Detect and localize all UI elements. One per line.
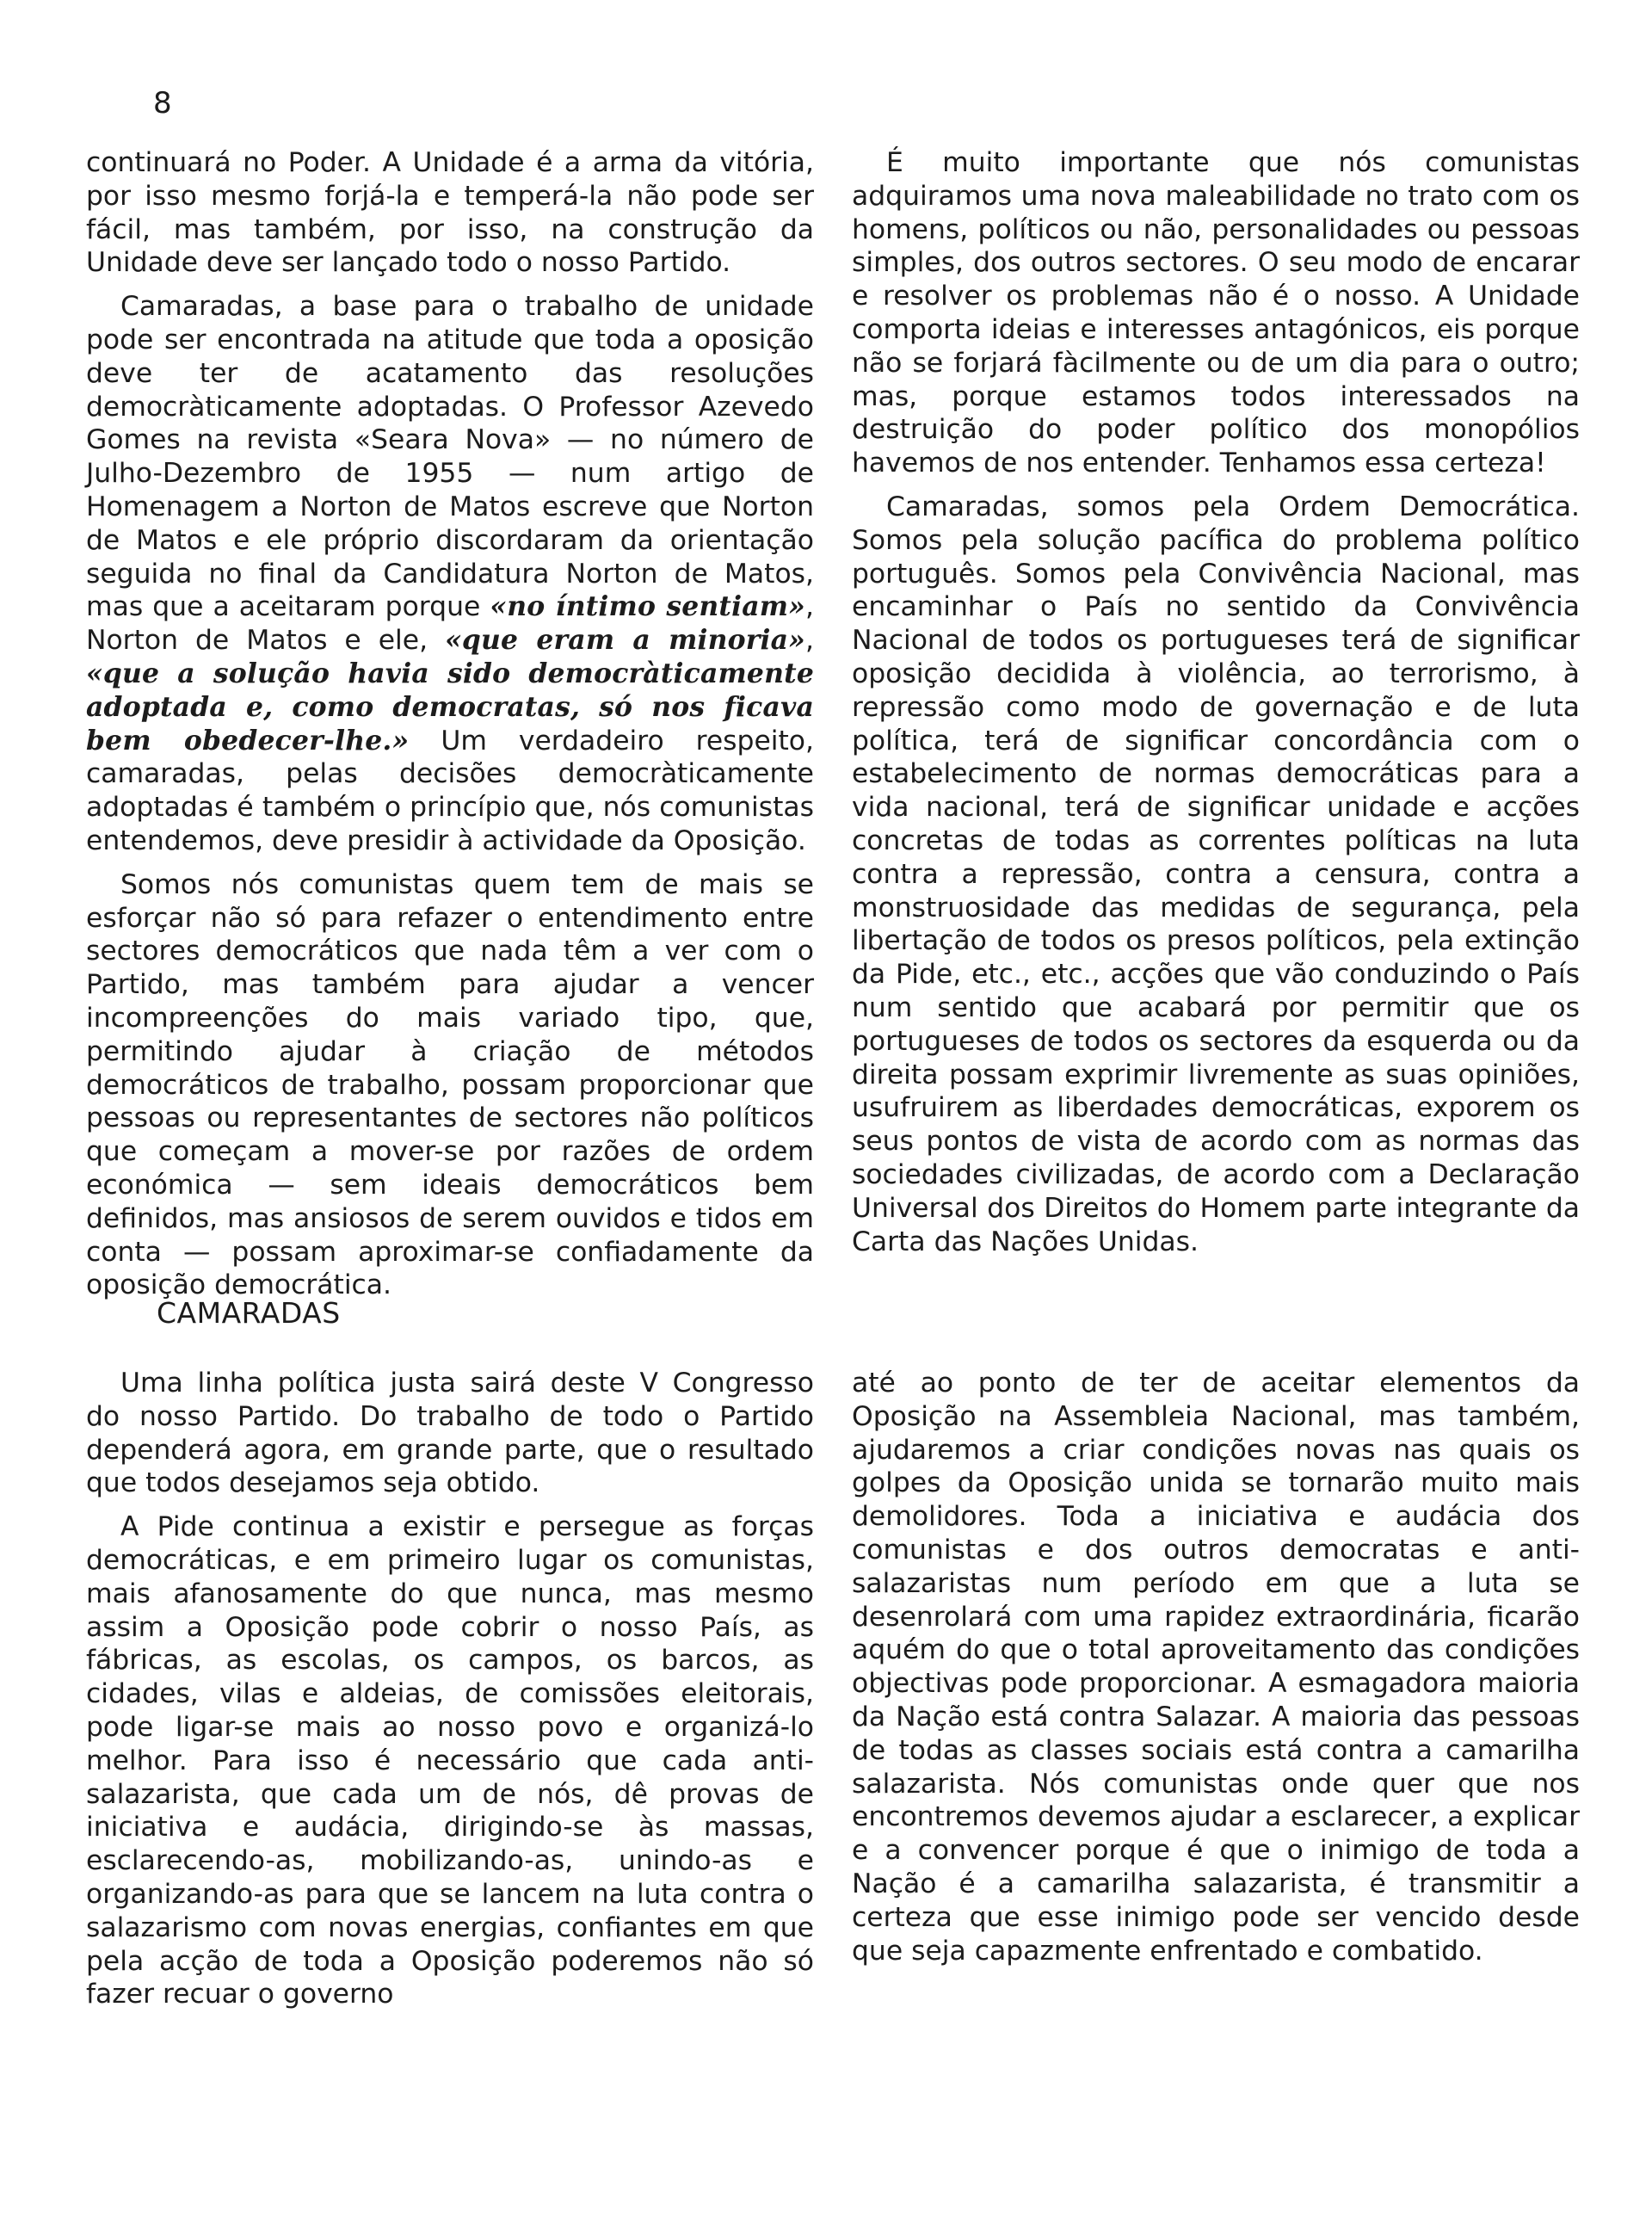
paragraph: É muito importante que nós comunistas adquiramos uma nova maleabilidade no trato com os homens, políticos ou não, personalidades ou pessoas simples, dos outros sectores. O seu modo de encarar e resolver os problemas não é o nosso. A Unidade comporta ideias e interesses antagónicos, eis porque não se forjará fàcilmente ou de um dia para o outro; mas, porque estamos todos interessados na destruição do poder político dos monopólios havemos de nos entender. Tenhamos essa certeza! (852, 147, 1580, 479)
quote-no-intimo: «no íntimo sentiam» (490, 591, 806, 623)
section-heading: CAMARADAS (157, 1296, 341, 1330)
paragraph (86, 290, 814, 858)
paragraph: continuará no Poder. A Unidade é a arma da vitória, por isso mesmo forjá-la e temperá-la não pode ser fácil, mas também, por isso, na construção da Unidade deve ser lançado todo o nosso Partido. (86, 147, 814, 279)
paragraph: A Pide continua a existir e persegue as forças democráticas, e em primeiro lugar os comunistas, mais afanosamente do que nunca, mas mesmo assim a Oposição pode cobrir o nosso País, as fábricas, as escolas, os campos, os barcos, as cidades, vilas e aldeias, de comissões eleitorais, pode ligar-se mais ao nosso povo e organizá-lo melhor. Para isso é necessário que cada anti-salazarista, que cada um de nós, dê provas de iniciativa e audácia, dirigindo-se às massas, esclarecendo-as, mobilizando-as, unindo-as e organizando-as para que se lancem na luta contra o salazarismo com novas energias, confiantes em que pela acção de toda a Oposição poderemos não só fazer recuar o governo (86, 1511, 814, 2010)
quote-minoria: «que eram a minoria» (445, 625, 805, 657)
bottom-left-column (86, 1367, 814, 2022)
paragraph: Somos nós comunistas quem tem de mais se esforçar não só para refazer o entendimento entre sectores democráticos que nada têm a ver com o Partido, mas também para ajudar a vencer incompreenções do mais variado tipo, que, permitindo ajudar à criação de métodos democráticos de trabalho, possam proporcionar que pessoas ou representantes de sectores não políticos que começam a mover-se por razões de ordem económica — sem ideais democráticos bem definidos, mas ansiosos de serem ouvidos e tidos em conta — possam aproximar-se confiadamente da oposição democrática. (86, 868, 814, 1301)
paragraph: Uma linha política justa sairá deste V Congresso do nosso Partido. Do trabalho de todo o Partido dependerá agora, em grande parte, que o resultado que todos desejamos seja obtido. (86, 1368, 814, 1499)
paragraph-text: Um verdadeiro respeito, camaradas, pelas decisões democràticamente adoptadas é também o princípio que, nós comunistas entendemos, deve presidir à actividade da Oposição. (86, 725, 814, 856)
bottom-right-column (852, 1367, 1580, 1978)
page-number: 8 (153, 86, 172, 120)
top-left-column (86, 146, 814, 1312)
paragraph-text: Camaradas, a base para o trabalho de unidade pode ser encontrada na atitude que toda a oposição deve ter de acatamento das resoluções democràticamente adoptadas. O Professor Azevedo Gomes na revista «Seara Nova» — no número de Julho-Dezembro de 1955 — num artigo de Homenagem a Norton de Matos escreve que Norton de Matos e ele próprio discordaram da orientação seguida no final da Candidatura Norton de Matos, mas que a aceitaram porque (86, 291, 814, 623)
quote-solucao: «que a solução havia sido democràticamente adoptada e, como democratas, só nos ficava bem obedecer-lhe.» (86, 658, 814, 756)
paragraph: Camaradas, somos pela Ordem Democrática. Somos pela solução pacífica do problema político português. Somos pela Convivência Nacional, mas encaminhar o País no sentido da Convivência Nacional de todos os portugueses terá de significar oposição decidida à violência, ao terrorismo, à repressão como modo de governação e de luta política, terá de significar concordância com o estabelecimento de normas democráticas para a vida nacional, terá de significar unidade e acções concretas de todas as correntes políticas na luta contra a repressão, contra a censura, contra a monstruosidade das medidas de segurança, pela libertação de todos os presos políticos, pela extinção da Pide, etc., etc., acções que vão conduzindo o País num sentido que acabará por permitir que os portugueses de todos os sectores da esquerda ou da direita possam exprimir livremente as suas opiniões, usufruirem as liberdades democráticas, exporem os seus pontos de vista de acordo com as normas das sociedades civilizadas, de acordo com a Declaração Universal dos Direitos do Homem parte integrante da Carta das Nações Unidas. (852, 491, 1580, 1257)
top-right-column (852, 146, 1580, 1269)
paragraph-text: , Norton de Matos e ele, (86, 591, 814, 657)
paragraph: até ao ponto de ter de aceitar elementos da Oposição na Assembleia Nacional, mas também, ajudaremos a criar condições novas nas quais os golpes da Oposição unida se tornarão muito mais demolidores. Toda a iniciativa e audácia dos comunistas e dos outros democratas e anti-salazaristas num período em que a luta se desenrolará com uma rapidez extraordinária, ficarão aquém do que o total aproveitamento das condições objectivas pode proporcionar. A esmagadora maioria da Nação está contra Salazar. A maioria das pessoas de todas as classes sociais está contra a camarilha salazarista. Nós comunistas onde quer que nos encontremos devemos ajudar a esclarecer, a explicar e a convencer porque é que o inimigo de toda a Nação é a camarilha salazarista, é transmitir a certeza que esse inimigo pode ser vencido desde que seja capazmente enfrentado e combatido. (852, 1368, 1580, 1967)
comma: , (805, 625, 814, 657)
